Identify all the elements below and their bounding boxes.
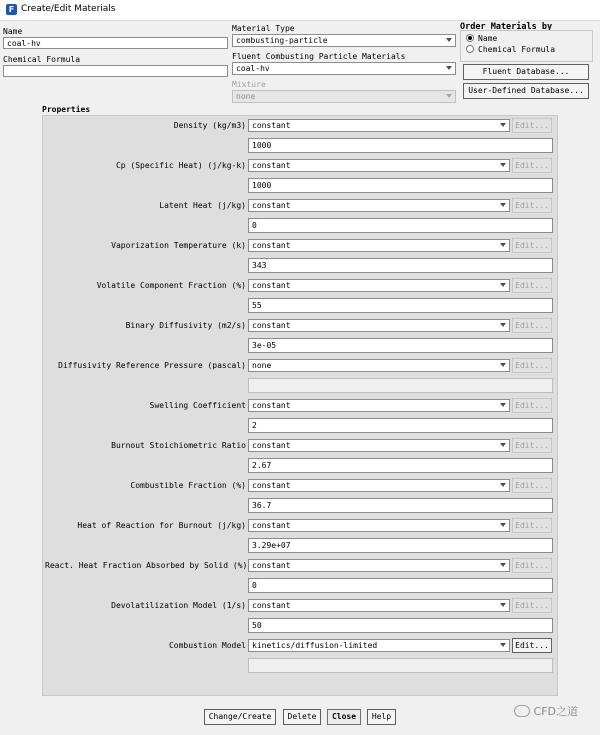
property-value-input[interactable]: 36.7 bbox=[248, 498, 553, 513]
property-method-dropdown[interactable] bbox=[248, 119, 510, 132]
property-method-value: constant bbox=[252, 121, 291, 130]
property-method-value: constant bbox=[252, 441, 291, 450]
property-edit-button[interactable]: Edit... bbox=[512, 518, 552, 533]
property-value-input bbox=[248, 378, 553, 393]
delete-button[interactable]: Delete bbox=[283, 709, 321, 725]
property-edit-button[interactable]: Edit... bbox=[512, 598, 552, 613]
property-method-value: constant bbox=[252, 161, 291, 170]
order-by-name-radio[interactable] bbox=[466, 34, 474, 42]
property-label: Combustible Fraction (%) bbox=[130, 481, 246, 490]
property-method-dropdown[interactable] bbox=[248, 479, 510, 492]
property-label: Devolatilization Model (1/s) bbox=[111, 601, 246, 610]
property-edit-button[interactable]: Edit... bbox=[512, 638, 552, 653]
property-label: Binary Diffusivity (m2/s) bbox=[125, 321, 246, 330]
name-input[interactable]: coal-hv bbox=[3, 37, 228, 49]
property-method-value: constant bbox=[252, 601, 291, 610]
close-button[interactable]: Close bbox=[327, 709, 361, 725]
property-label: Latent Heat (j/kg) bbox=[159, 201, 246, 210]
chevron-down-icon bbox=[446, 38, 452, 42]
fluent-materials-dropdown[interactable] bbox=[232, 62, 456, 75]
chevron-down-icon bbox=[446, 66, 452, 70]
property-method-value: none bbox=[252, 361, 272, 370]
property-label: Density (kg/m3) bbox=[173, 121, 246, 130]
fluent-materials-label: Fluent Combusting Particle Materials bbox=[232, 52, 406, 61]
chevron-down-icon bbox=[500, 403, 506, 407]
property-method-value: constant bbox=[252, 201, 291, 210]
watermark-text: CFD之道 bbox=[533, 705, 578, 718]
chevron-down-icon bbox=[446, 94, 452, 98]
fluent-materials-value: coal-hv bbox=[236, 64, 270, 73]
property-label: Diffusivity Reference Pressure (pascal) bbox=[58, 361, 246, 370]
chevron-down-icon bbox=[500, 523, 506, 527]
property-value-input bbox=[248, 658, 553, 673]
property-value-input[interactable]: 3e-05 bbox=[248, 338, 553, 353]
property-edit-button[interactable]: Edit... bbox=[512, 398, 552, 413]
property-label: Burnout Stoichiometric Ratio bbox=[111, 441, 246, 450]
chevron-down-icon bbox=[500, 203, 506, 207]
property-method-dropdown[interactable] bbox=[248, 439, 510, 452]
property-method-value: constant bbox=[252, 521, 291, 530]
window-title: Create/Edit Materials bbox=[21, 4, 116, 14]
chemical-formula-input[interactable] bbox=[3, 65, 228, 77]
property-edit-button[interactable]: Edit... bbox=[512, 438, 552, 453]
watermark bbox=[514, 703, 578, 719]
property-method-value: constant bbox=[252, 281, 291, 290]
property-method-dropdown[interactable] bbox=[248, 399, 510, 412]
property-label: Heat of Reaction for Burnout (j/kg) bbox=[77, 521, 246, 530]
chevron-down-icon bbox=[500, 483, 506, 487]
property-value-input[interactable]: 3.29e+07 bbox=[248, 538, 553, 553]
property-edit-button[interactable]: Edit... bbox=[512, 198, 552, 213]
chevron-down-icon bbox=[500, 123, 506, 127]
chevron-down-icon bbox=[500, 163, 506, 167]
property-method-dropdown[interactable] bbox=[248, 279, 510, 292]
material-type-value: combusting-particle bbox=[236, 36, 328, 45]
mixture-dropdown bbox=[232, 90, 456, 103]
property-method-dropdown[interactable] bbox=[248, 319, 510, 332]
property-edit-button[interactable]: Edit... bbox=[512, 238, 552, 253]
property-value-input[interactable]: 343 bbox=[248, 258, 553, 273]
property-value-input[interactable]: 1000 bbox=[248, 178, 553, 193]
change-create-button[interactable]: Change/Create bbox=[204, 709, 276, 725]
fluent-database-button[interactable]: Fluent Database... bbox=[463, 64, 589, 80]
property-value-input[interactable]: 0 bbox=[248, 578, 553, 593]
property-label: Swelling Coefficient bbox=[149, 401, 246, 410]
property-label: Vaporization Temperature (k) bbox=[111, 241, 246, 250]
property-label: Combustion Model bbox=[168, 641, 246, 650]
property-label: Cp (Specific Heat) (j/kg-k) bbox=[115, 161, 246, 170]
property-method-value: constant bbox=[252, 321, 291, 330]
help-button[interactable]: Help bbox=[367, 709, 396, 725]
property-edit-button[interactable]: Edit... bbox=[512, 158, 552, 173]
order-by-formula-radio[interactable] bbox=[466, 45, 474, 53]
app-icon: F bbox=[6, 4, 17, 15]
property-method-dropdown[interactable] bbox=[248, 239, 510, 252]
chevron-down-icon bbox=[500, 323, 506, 327]
property-value-input[interactable]: 55 bbox=[248, 298, 553, 313]
property-label: Volatile Component Fraction (%) bbox=[96, 281, 246, 290]
property-value-input[interactable]: 50 bbox=[248, 618, 553, 633]
property-edit-button[interactable]: Edit... bbox=[512, 558, 552, 573]
property-method-dropdown[interactable] bbox=[248, 519, 510, 532]
chevron-down-icon bbox=[500, 443, 506, 447]
property-value-input[interactable]: 0 bbox=[248, 218, 553, 233]
material-type-dropdown[interactable] bbox=[232, 34, 456, 47]
property-method-value: constant bbox=[252, 241, 291, 250]
material-type-label: Material Type bbox=[232, 24, 295, 33]
chevron-down-icon bbox=[500, 243, 506, 247]
property-edit-button[interactable]: Edit... bbox=[512, 278, 552, 293]
property-edit-button[interactable]: Edit... bbox=[512, 478, 552, 493]
property-method-value: constant bbox=[252, 401, 291, 410]
property-value-input[interactable]: 2.67 bbox=[248, 458, 553, 473]
chat-bubble-icon bbox=[514, 705, 530, 717]
property-method-dropdown[interactable] bbox=[248, 559, 510, 572]
property-method-value: constant bbox=[252, 481, 291, 490]
chevron-down-icon bbox=[500, 603, 506, 607]
chevron-down-icon bbox=[500, 363, 506, 367]
name-label: Name bbox=[3, 27, 23, 36]
property-method-value: constant bbox=[252, 561, 291, 570]
property-method-dropdown[interactable] bbox=[248, 159, 510, 172]
chevron-down-icon bbox=[500, 563, 506, 567]
chemical-formula-label: Chemical Formula bbox=[3, 55, 81, 64]
property-method-dropdown[interactable] bbox=[248, 199, 510, 212]
properties-label: Properties bbox=[42, 105, 91, 114]
property-edit-button[interactable]: Edit... bbox=[512, 318, 552, 333]
user-defined-database-button[interactable]: User-Defined Database... bbox=[463, 83, 589, 99]
order-by-label: Order Materials by bbox=[460, 22, 553, 32]
property-method-dropdown[interactable] bbox=[248, 599, 510, 612]
mixture-value: none bbox=[236, 92, 256, 101]
property-label: React. Heat Fraction Absorbed by Solid (%) bbox=[45, 561, 248, 570]
order-by-formula-label[interactable]: Chemical Formula bbox=[478, 45, 556, 54]
property-method-dropdown[interactable] bbox=[248, 359, 510, 372]
property-value-input[interactable]: 1000 bbox=[248, 138, 553, 153]
property-method-value: kinetics/diffusion-limited bbox=[252, 641, 378, 650]
mixture-label: Mixture bbox=[232, 80, 266, 89]
property-value-input[interactable]: 2 bbox=[248, 418, 553, 433]
chevron-down-icon bbox=[500, 643, 506, 647]
property-method-dropdown[interactable] bbox=[248, 639, 510, 652]
chevron-down-icon bbox=[500, 283, 506, 287]
property-edit-button[interactable]: Edit... bbox=[512, 118, 552, 133]
property-edit-button[interactable]: Edit... bbox=[512, 358, 552, 373]
order-by-name-label[interactable]: Name bbox=[478, 34, 498, 43]
